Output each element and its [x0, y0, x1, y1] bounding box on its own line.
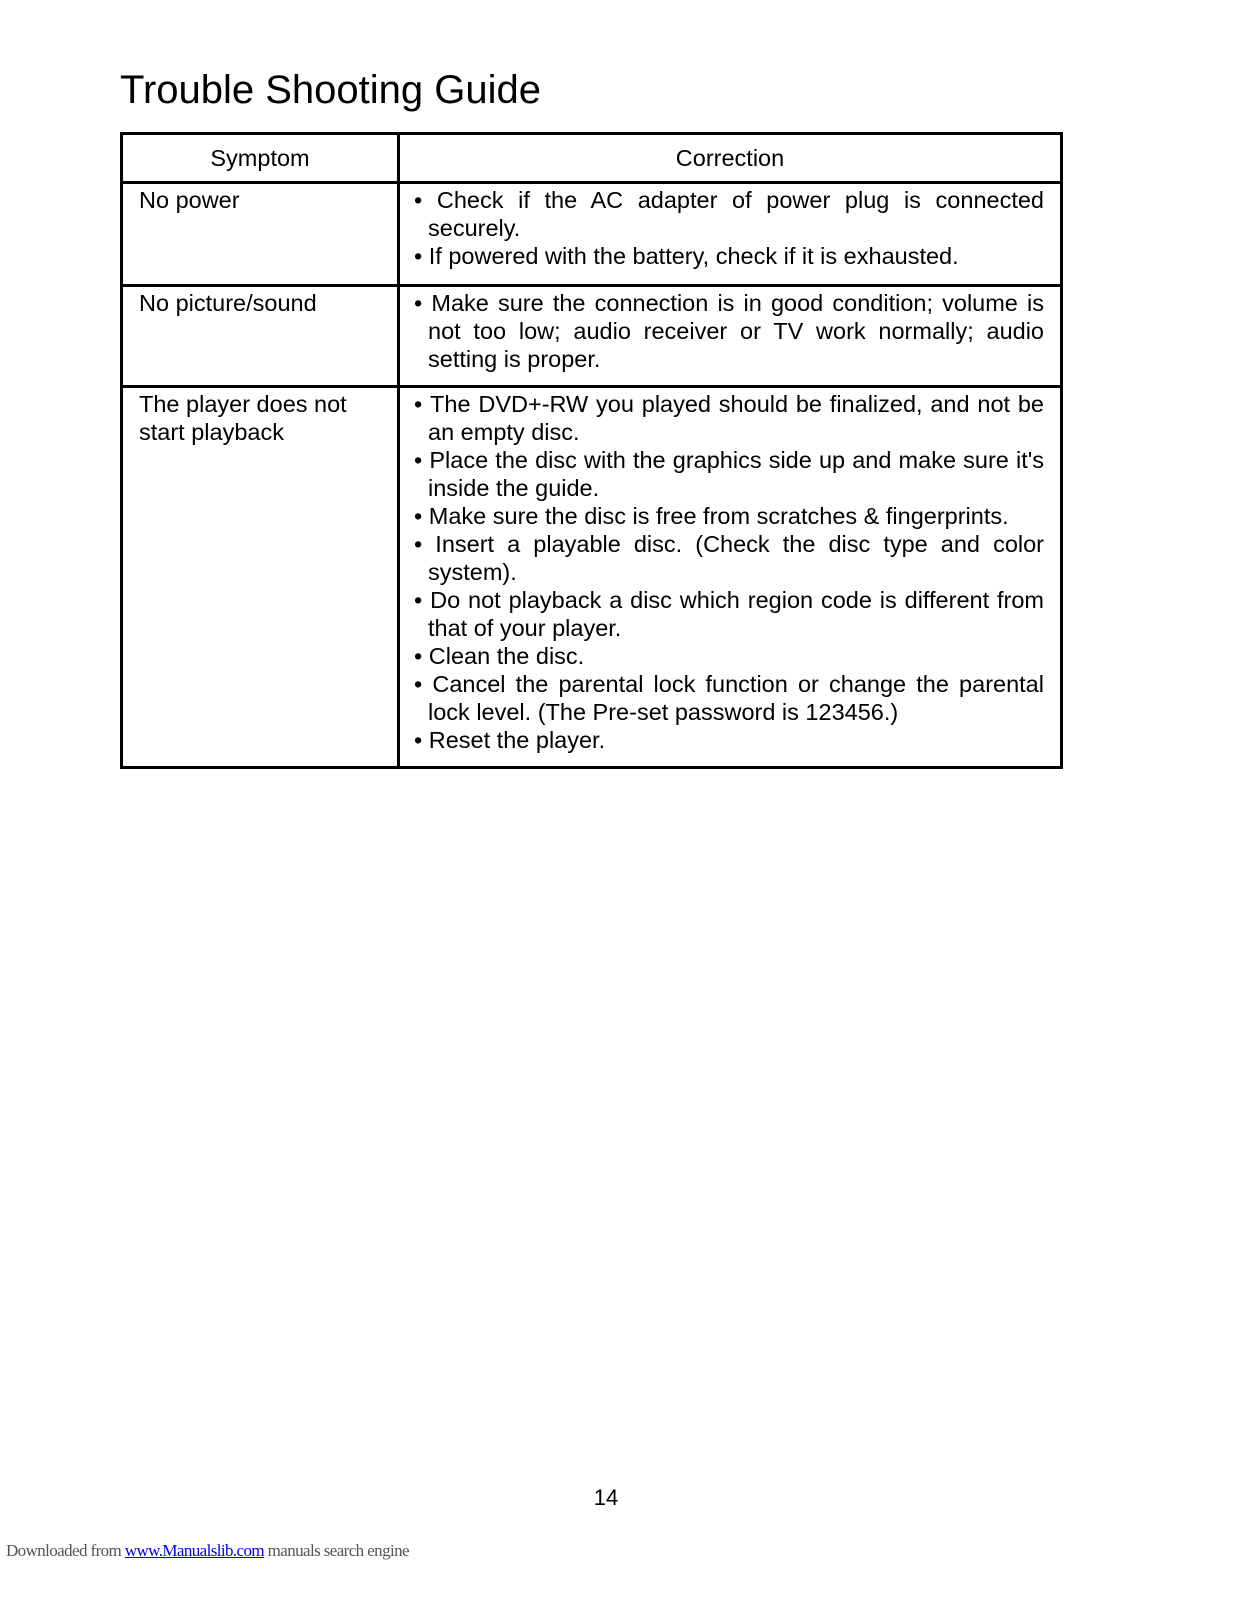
correction-cell	[399, 183, 1062, 286]
footer-prefix: Downloaded from	[6, 1541, 125, 1560]
correction-item: • Clean the disc.	[414, 642, 1044, 670]
symptom-cell: No power	[122, 183, 399, 286]
correction-list	[414, 390, 1044, 754]
troubleshooting-table	[120, 132, 1063, 769]
manualslib-link[interactable]: www.Manualslib.com	[124, 1541, 265, 1560]
table-row	[122, 286, 1062, 387]
footer-suffix: manuals search engine	[264, 1541, 409, 1560]
correction-item: • Insert a playable disc. (Check the disc type and color system).	[414, 530, 1044, 586]
column-header-correction: Correction	[399, 134, 1062, 183]
correction-item: • Make sure the connection is in good condition; volume is not too low; audio receiver or TV work normally; audio setting is proper.	[414, 289, 1044, 373]
correction-list	[414, 186, 1044, 270]
correction-item: • If powered with the battery, check if it is exhausted.	[414, 242, 1044, 270]
correction-cell	[399, 387, 1062, 768]
table-header-row	[122, 134, 1062, 183]
correction-item: • The DVD+-RW you played should be finalized, and not be an empty disc.	[414, 390, 1044, 446]
correction-item: • Cancel the parental lock function or change the parental lock level. (The Pre-set password is 123456.)	[414, 670, 1044, 726]
symptom-cell: No picture/sound	[122, 286, 399, 387]
correction-cell	[399, 286, 1062, 387]
table-row	[122, 387, 1062, 768]
table-row	[122, 183, 1062, 286]
page-number: 14	[593, 1485, 619, 1510]
symptom-cell: The player does not start playback	[122, 387, 399, 768]
correction-list	[414, 289, 1044, 373]
correction-item: • Reset the player.	[414, 726, 1044, 754]
correction-item: • Make sure the disc is free from scratches & fingerprints.	[414, 502, 1044, 530]
download-footer	[6, 1541, 409, 1561]
correction-item: • Place the disc with the graphics side up and make sure it's inside the guide.	[414, 446, 1044, 502]
column-header-symptom: Symptom	[122, 134, 399, 183]
page-title: Trouble Shooting Guide	[120, 68, 542, 112]
correction-item: • Do not playback a disc which region code is different from that of your player.	[414, 586, 1044, 642]
correction-item: • Check if the AC adapter of power plug is connected securely.	[414, 186, 1044, 242]
